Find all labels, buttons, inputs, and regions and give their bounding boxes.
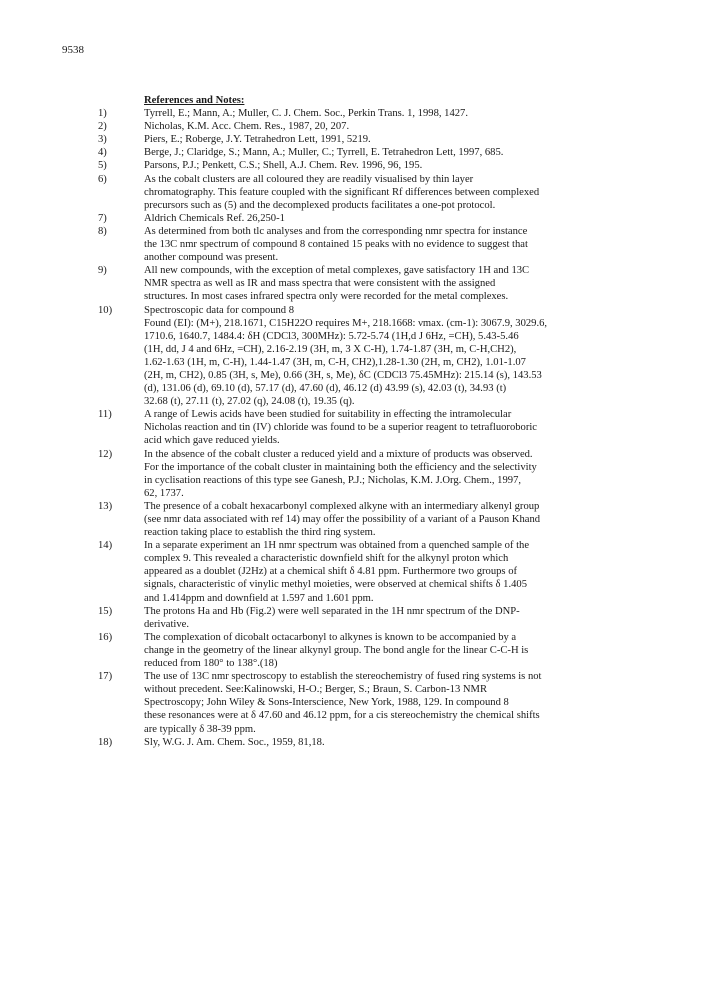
reference-line: NMR spectra as well as IR and mass spectra that were consistent with the assigned xyxy=(144,278,496,290)
reference-number: 12) xyxy=(98,448,113,460)
reference-number: 16) xyxy=(98,631,113,643)
reference-item xyxy=(98,264,616,303)
reference-number: 5) xyxy=(98,160,107,172)
reference-text xyxy=(144,304,616,409)
reference-text xyxy=(144,605,616,631)
reference-number: 11) xyxy=(98,409,112,421)
reference-line: All new compounds, with the exception of metal complexes, gave satisfactory 1H and 13C xyxy=(144,265,530,277)
reference-line: The presence of a cobalt hexacarbonyl complexed alkyne with an intermediary alkenyl group xyxy=(144,500,540,512)
reference-text xyxy=(144,670,616,735)
reference-line: For the importance of the cobalt cluster in maintaining both the efficiency and the selectivity xyxy=(144,461,537,473)
reference-line: As the cobalt clusters are all coloured they are readily visualised by thin layer xyxy=(144,173,474,185)
reference-item xyxy=(98,304,616,409)
reference-item xyxy=(98,605,616,631)
reference-item xyxy=(98,146,616,159)
reference-line: Spectroscopic data for compound 8 xyxy=(144,304,295,316)
reference-line: 1.62-1.63 (1H, m, C-H), 1.44-1.47 (3H, m, C-H, CH2),1.28-1.30 (2H, m, CH2), 1.01-1.07 xyxy=(144,356,526,368)
reference-item xyxy=(98,159,616,172)
reference-text xyxy=(144,225,616,264)
reference-text xyxy=(144,107,616,120)
reference-number: 18) xyxy=(98,736,113,748)
reference-number: 9) xyxy=(98,265,107,277)
reference-item xyxy=(98,212,616,225)
reference-line: derivative. xyxy=(144,618,190,630)
reference-item xyxy=(98,408,616,447)
reference-item xyxy=(98,539,616,604)
reference-line: Nicholas, K.M. Acc. Chem. Res., 1987, 20, 207. xyxy=(144,121,350,133)
reference-number: 1) xyxy=(98,108,107,120)
reference-item xyxy=(98,631,616,670)
reference-text xyxy=(144,448,616,500)
reference-number: 7) xyxy=(98,212,107,224)
reference-line: another compound was present. xyxy=(144,252,279,264)
reference-number: 2) xyxy=(98,121,107,133)
reference-line: Nicholas reaction and tin (IV) chloride was found to be a superior reagent to tetrafluoroboric xyxy=(144,422,538,434)
reference-number: 14) xyxy=(98,540,113,552)
reference-line: reduced from 180° to 138°.(18) xyxy=(144,658,278,670)
reference-line: 32.68 (t), 27.11 (t), 27.02 (q), 24.08 (t), 19.35 (q). xyxy=(144,396,355,408)
reference-line: In a separate experiment an 1H nmr spectrum was obtained from a quenched sample of the xyxy=(144,540,530,552)
reference-number: 15) xyxy=(98,605,113,617)
reference-text xyxy=(144,631,616,670)
reference-text xyxy=(144,736,616,749)
reference-line: are typically δ 38-39 ppm. xyxy=(144,723,256,735)
reference-line: structures. In most cases infrared spectra only were recorded for the metal complexes. xyxy=(144,291,509,303)
reference-line: without precedent. See:Kalinowski, H-O.; Berger, S.; Braun, S. Carbon-13 NMR xyxy=(144,684,488,696)
page-number: 9538 xyxy=(62,44,84,56)
reference-line: reaction taking place to establish the third ring system. xyxy=(144,527,376,539)
reference-line: (see nmr data associated with ref 14) may offer the possibility of a variant of a Pauson Khand xyxy=(144,514,541,525)
reference-item xyxy=(98,736,616,749)
reference-line: complex 9. This revealed a characteristic downfield shift for the alkynyl proton which xyxy=(144,553,509,565)
reference-item xyxy=(98,500,616,539)
reference-line: signals, characteristic of vinylic methyl moieties, were observed at chemical shifts δ 1.405 xyxy=(144,579,528,591)
reference-item xyxy=(98,670,616,735)
reference-line: Berge, J.; Claridge, S.; Mann, A.; Muller, C.; Tyrrell, E. Tetrahedron Lett, 1997, 685. xyxy=(144,147,504,159)
reference-number: 4) xyxy=(98,147,107,159)
reference-line: The complexation of dicobalt octacarbonyl to alkynes is known to be accompanied by a xyxy=(144,631,517,643)
reference-line: In the absence of the cobalt cluster a reduced yield and a mixture of products was observed. xyxy=(144,448,533,460)
references-heading: References and Notes: xyxy=(144,95,245,106)
reference-text xyxy=(144,212,616,225)
reference-line: and 1.414ppm and downfield at 1.597 and 1.601 ppm. xyxy=(144,592,374,604)
reference-number: 10) xyxy=(98,304,113,316)
reference-number: 6) xyxy=(98,173,107,185)
reference-line: A range of Lewis acids have been studied for suitability in effecting the intramolecular xyxy=(144,409,512,421)
reference-line: precursors such as (5) and the decomplexed products facilitates a one-pot protocol. xyxy=(144,199,496,211)
reference-item xyxy=(98,107,616,120)
reference-line: (1H, dd, J 4 and 6Hz, =CH), 2.16-2.19 (3H, m, 3 X C-H), 1.74-1.87 (3H, m, C-H,CH2), xyxy=(144,343,517,355)
reference-text xyxy=(144,120,616,133)
reference-line: in cyclisation reactions of this type see Ganesh, P.J.; Nicholas, K.M. J.Org. Chem., 1997, xyxy=(144,474,522,486)
reference-line: change in the geometry of the linear alkynyl group. The bond angle for the linear C-C-H is xyxy=(144,644,529,656)
reference-number: 3) xyxy=(98,134,107,146)
reference-line: Parsons, P.J.; Penkett, C.S.; Shell, A.J. Chem. Rev. 1996, 96, 195. xyxy=(144,160,423,172)
reference-line: chromatography. This feature coupled with the significant Rf differences between complexed xyxy=(144,186,540,198)
reference-line: Tyrrell, E.; Mann, A.; Muller, C. J. Chem. Soc., Perkin Trans. 1, 1998, 1427. xyxy=(144,108,468,120)
reference-line: Spectroscopy; John Wiley & Sons-Interscience, New York, 1988, 129. In compound 8 xyxy=(144,697,509,709)
reference-item xyxy=(98,120,616,133)
reference-text xyxy=(144,146,616,159)
reference-list xyxy=(98,107,616,749)
reference-number: 13) xyxy=(98,500,113,512)
reference-number: 8) xyxy=(98,225,107,237)
reference-line: (d), 131.06 (d), 69.10 (d), 57.17 (d), 47.60 (d), 46.12 (d) 43.99 (s), 42.03 (t), 34.93 (t) xyxy=(144,383,507,395)
reference-line: Piers, E.; Roberge, J.Y. Tetrahedron Lett, 1991, 5219. xyxy=(144,134,371,146)
reference-item xyxy=(98,173,616,212)
reference-text xyxy=(144,408,616,447)
reference-line: 62, 1737. xyxy=(144,487,184,499)
reference-text xyxy=(144,159,616,172)
references-section xyxy=(98,94,616,749)
reference-line: Aldrich Chemicals Ref. 26,250-1 xyxy=(144,212,285,224)
reference-text xyxy=(144,264,616,303)
reference-line: appeared as a doublet (J2Hz) at a chemical shift δ 4.81 ppm. Furthermore two groups of xyxy=(144,566,518,578)
reference-line: the 13C nmr spectrum of compound 8 contained 15 peaks with no evidence to suggest that xyxy=(144,239,528,251)
reference-line: Found (EI): (M+), 218.1671, C15H22O requires M+, 218.1668: νmax. (cm-1): 3067.9, 3029.6, xyxy=(144,317,548,329)
reference-line: The protons Ha and Hb (Fig.2) were well separated in the 1H nmr spectrum of the DNP- xyxy=(144,605,520,617)
reference-item xyxy=(98,225,616,264)
reference-line: As determined from both tlc analyses and from the corresponding nmr spectra for instance xyxy=(144,225,528,237)
reference-item xyxy=(98,133,616,146)
reference-line: The use of 13C nmr spectroscopy to establish the stereochemistry of fused ring systems is not xyxy=(144,671,542,683)
reference-text xyxy=(144,133,616,146)
reference-number: 17) xyxy=(98,671,113,683)
reference-item xyxy=(98,448,616,500)
reference-line: acid which gave reduced yields. xyxy=(144,435,280,447)
reference-text xyxy=(144,539,616,604)
reference-line: 1710.6, 1640.7, 1484.4: δH (CDCl3, 300MHz): 5.72-5.74 (1H,d J 6Hz, =CH), 5.43-5.46 xyxy=(144,330,519,342)
reference-line: these resonances were at δ 47.60 and 46.12 ppm, for a cis stereochemistry the chemical shifts xyxy=(144,710,540,722)
reference-line: (2H, m, CH2), 0.85 (3H, s, Me), 0.66 (3H, s, Me), δC (CDCl3 75.45MHz): 215.14 (s), 143.53 xyxy=(144,369,542,381)
reference-text xyxy=(144,173,616,212)
reference-text xyxy=(144,500,616,539)
reference-line: Sly, W.G. J. Am. Chem. Soc., 1959, 81,18. xyxy=(144,736,325,748)
